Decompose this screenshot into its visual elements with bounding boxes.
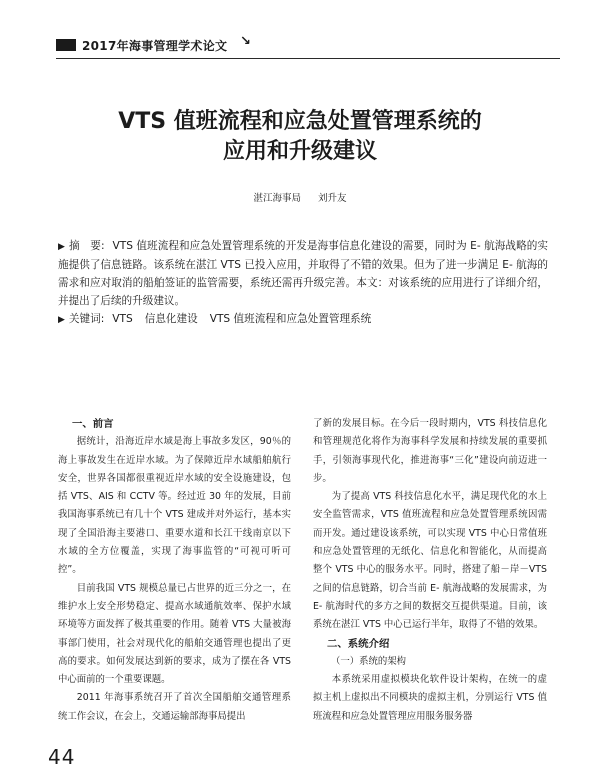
keywords-label: 关键词:: [68, 313, 105, 325]
section-heading-system: 二、系统介绍: [327, 637, 390, 650]
abstract-block: [58, 237, 548, 329]
author-name: 刘升友: [318, 193, 347, 204]
journal-header: 2017年海事管理学术论文: [82, 39, 228, 53]
keywords-marker-icon: ▶: [58, 315, 65, 325]
keyword-item: VTS: [112, 313, 133, 325]
header-rule: [56, 58, 560, 59]
body-paragraph: 据统计，沿海近岸水域是海上事故多发区，90％的海上事故发生在近岸水域。为了保障近岸水域船舶航行安全，世界各国都很重视近岸水域的安全设施建设，包括 VTS、AIS 和 CCTV 等。经过近 30 年的发展，目前我国海事系统已有几十个 VTS 建成并对外运行，基本实现了全国沿海主要港口、重要水道和长江干线南京以下水域的全方位覆盖，实现了海事监管的“可视可听可控”。: [58, 436, 291, 576]
abstract-label: 摘 要:: [68, 240, 105, 252]
body-column-left: [58, 415, 291, 726]
section-heading-intro: 一、前言: [72, 418, 114, 430]
article-title-line-1: VTS 值班流程和应急处置管理系统的: [118, 109, 482, 134]
header-block-mark: [56, 39, 76, 51]
body-paragraph: 了新的发展目标。在今后一段时期内，VTS 科技信息化和管理规范化将作为海事科学发展和持续发展的重要抓手，引领海事现代化，推进海事“三化”建设向前迈进一步。: [313, 418, 547, 484]
subsection-heading-architecture: （一）系统的架构: [331, 655, 407, 667]
author-affiliation: 湛江海事局: [253, 193, 301, 204]
keyword-item: 信息化建设: [144, 313, 198, 325]
abstract-text: VTS 值班流程和应急处置管理系统的开发是海事信息化建设的需要，同时为 E- 航海战略的实施提供了信息链路。该系统在湛江 VTS 已投入应用，并取得了不错的效果。但为了进一步满足 E- 航海的需求和应对取消的船舶签证的监管需要，系统还需再升级完善。本文：对该系统的应用进行了详细介绍，并提出了后续的升级建议。: [58, 240, 548, 307]
header-arrow-icon: ↘: [240, 34, 251, 49]
abstract: [58, 237, 548, 310]
body-column-right: [313, 415, 547, 726]
body-paragraph: 本系统采用虚拟模块化软件设计架构，在统一的虚拟主机上虚拟出不同模块的虚拟主机，分别运行 VTS 值班流程和应急处置管理应用服务服务器: [313, 674, 547, 722]
abstract-marker-icon: ▶: [58, 242, 65, 252]
keyword-item: VTS 值班流程和应急处置管理系统: [209, 313, 372, 325]
author-line: [60, 190, 540, 204]
body-paragraph: 为了提高 VTS 科技信息化水平，满足现代化的水上安全监管需求，VTS 值班流程和应急处置管理系统因需而开发。通过建设该系统，可以实现 VTS 中心日常值班和应急处置管理的无纸化、信息化和智能化，从而提高整个 VTS 中心的服务水平。同时，搭建了船－岸－VTS 之间的信息链路，切合当前 E- 航海战略的发展需求，为 E- 航海时代的多方之间的数据交互提供渠道。目前，该系统在湛江 VTS 中心已运行半年，取得了不错的效果。: [313, 491, 547, 631]
article-title-line-2: 应用和升级建议: [222, 139, 377, 164]
body-paragraph: 2011 年海事系统召开了首次全国船舶交通管理系统工作会议，在会上，交通运输部海事局提出: [58, 692, 291, 722]
keywords: [58, 310, 548, 329]
body-paragraph: 目前我国 VTS 规模总量已占世界的近三分之一，在维护水上安全形势稳定、提高水域通航效率、保护水域环境等方面发挥了极其重要的作用。随着 VTS 大量被海事部门使用，社会对现代化的船舶交通管理也提出了更高的要求。如何发展达到新的要求，成为了摆在各 VTS 中心面前的一个重要课题。: [58, 582, 291, 686]
page-number: 44: [48, 745, 76, 769]
